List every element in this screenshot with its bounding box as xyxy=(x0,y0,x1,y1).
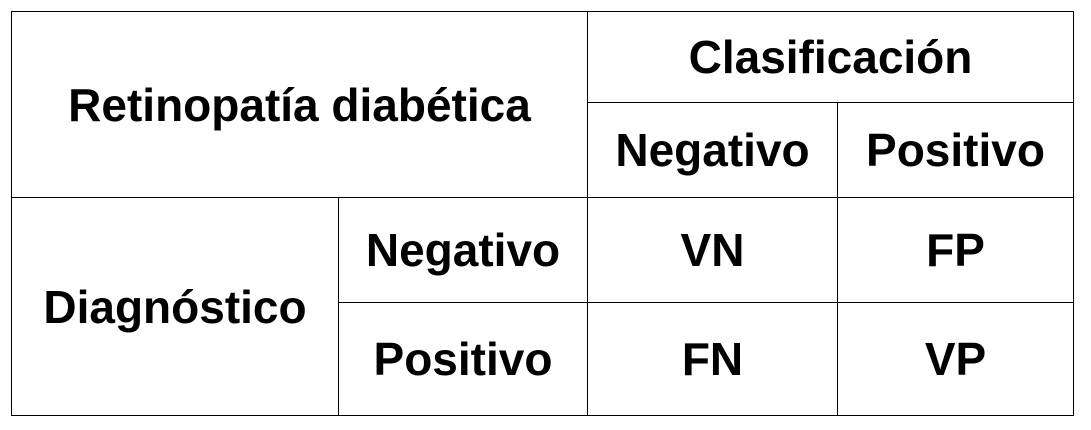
row-group-header: Diagnóstico xyxy=(12,198,339,416)
cell-true-positive: VP xyxy=(838,303,1074,416)
row-header-positive: Positivo xyxy=(339,303,588,416)
corner-label: Retinopatía diabética xyxy=(12,12,588,198)
row-header-negative: Negativo xyxy=(339,198,588,303)
column-header-negative: Negativo xyxy=(588,103,838,198)
cell-true-negative: VN xyxy=(588,198,838,303)
cell-false-positive: FP xyxy=(838,198,1074,303)
cell-false-negative: FN xyxy=(588,303,838,416)
confusion-matrix-table xyxy=(11,11,1074,416)
column-group-header: Clasificación xyxy=(588,12,1074,103)
column-header-positive: Positivo xyxy=(838,103,1074,198)
